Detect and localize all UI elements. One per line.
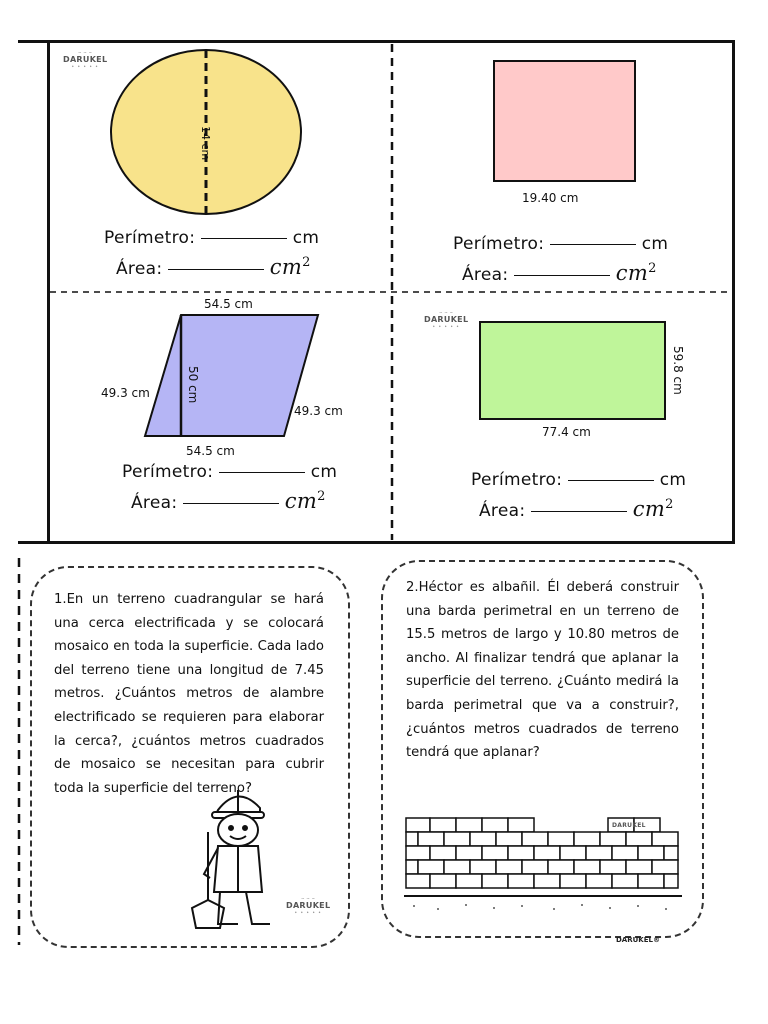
footer-brand: DARUKEL® (616, 936, 660, 944)
circle-diameter-label: 14 cm (199, 126, 212, 161)
parallelogram-perimeter: Perímetro: cm (122, 462, 338, 482)
rectangle-area: Área: $cm^2$ (479, 497, 674, 521)
parallelogram-bottom-label: 54.5 cm (186, 444, 235, 458)
rectangle-shape (479, 321, 666, 420)
parallelogram-height-label: 50 cm (186, 366, 200, 404)
square-perimeter: Perímetro: cm (453, 234, 669, 254)
square-shape (493, 60, 636, 182)
brick-wall-illustration (404, 814, 684, 914)
square-area: Área: $cm^2$ (462, 261, 657, 285)
parallelogram-area: Área: $cm^2$ (131, 489, 326, 513)
builder-illustration (180, 784, 280, 934)
parallelogram-right-label: 49.3 cm (294, 404, 343, 418)
parallelogram-shape (140, 310, 325, 442)
rectangle-perimeter: Perímetro: cm (471, 470, 687, 490)
rectangle-width-label: 77.4 cm (542, 425, 591, 439)
square-side-label: 19.40 cm (522, 191, 579, 205)
darukel-logo: ~ ~ ~ DARUKEL • • • • • (286, 896, 331, 915)
parallelogram-left-label: 49.3 cm (101, 386, 150, 400)
darukel-logo: ~ ~ ~ DARUKEL • • • • • (63, 50, 108, 69)
problem-2-text: 2.Héctor es albañil. Él deberá construir una barda perimetral en un terreno de 15.5 metros de largo y 10.80 metros de ancho. Al finalizar tendrá que aplanar la superficie del terreno. ¿Cuánto medirá la barda perimetral que va a construir?, ¿cuántos metros cuadrados de terreno tendrá que aplanar? (406, 580, 679, 761)
rectangle-height-label: 59.8 cm (671, 346, 685, 395)
problem-1-text: 1.En un terreno cuadrangular se hará una cerca electrificada y se colocará mosaico en toda la superficie. Cada lado del terreno tiene una longitud de 7.45 metros. ¿Cuántos metros de alambre electrificado se requieren para elaborar la cerca?, ¿cuántos metros cuadrados de mosaico se necesitan para cubrir toda la superficie del terreno? (54, 592, 324, 796)
darukel-logo: ~ ~ ~ DARUKEL • • • • • (424, 310, 469, 329)
circle-area: Área: $cm^2$ (116, 255, 311, 279)
parallelogram-top-label: 54.5 cm (204, 297, 253, 311)
circle-perimeter: Perímetro: cm (104, 228, 320, 248)
darukel-logo: DARUKEL (612, 822, 646, 829)
